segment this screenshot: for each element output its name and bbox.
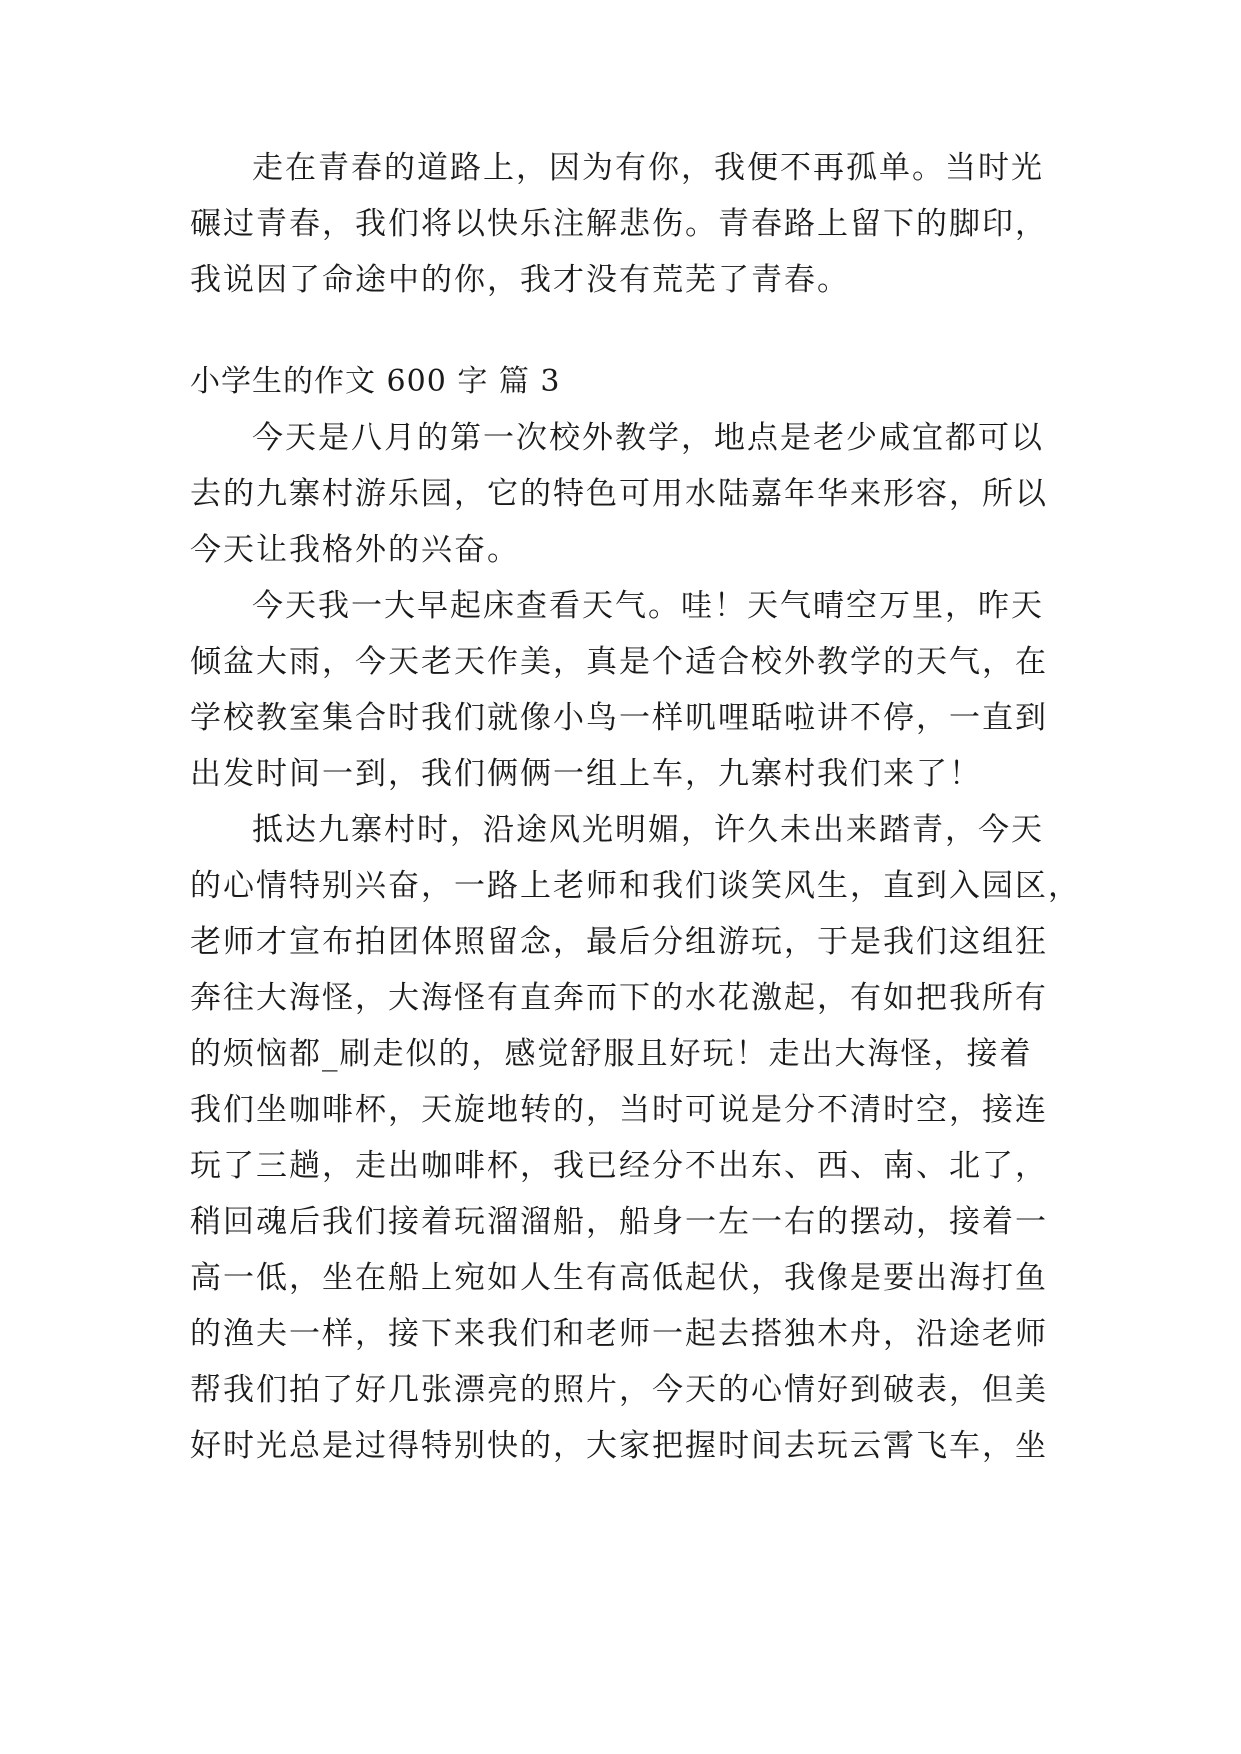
paragraph-3-line-1: 今天我一大早起床查看天气。哇！天气晴空万里，昨天 [252,588,1044,624]
paragraph-3-line-3: 学校教室集合时我们就像小鸟一样叽哩聒啦讲不停，一直到 [190,700,1048,736]
paragraph-4-line-6: 我们坐咖啡杯，天旋地转的，当时可说是分不清时空，接连 [190,1092,1048,1128]
paragraph-2-line-1: 今天是八月的第一次校外教学，地点是老少咸宜都可以 [252,420,1044,456]
paragraph-4-line-8: 稍回魂后我们接着玩溜溜船，船身一左一右的摆动，接着一 [190,1204,1048,1240]
paragraph-1-line-1: 走在青春的道路上，因为有你，我便不再孤单。当时光 [252,150,1044,186]
paragraph-3-line-2: 倾盆大雨，今天老天作美，真是个适合校外教学的天气，在 [190,644,1048,680]
paragraph-1-line-2: 碾过青春，我们将以快乐注解悲伤。青春路上留下的脚印， [190,206,1048,242]
paragraph-4-line-12: 好时光总是过得特别快的，大家把握时间去玩云霄飞车，坐 [190,1428,1048,1464]
paragraph-4-line-4: 奔往大海怪，大海怪有直奔而下的水花激起，有如把我所有 [190,980,1048,1016]
paragraph-2-line-3: 今天让我格外的兴奋。 [190,532,520,568]
paragraph-4-line-10: 的渔夫一样，接下来我们和老师一起去搭独木舟，沿途老师 [190,1316,1048,1352]
paragraph-2-line-2: 去的九寨村游乐园，它的特色可用水陆嘉年华来形容，所以 [190,476,1048,512]
paragraph-4-line-3: 老师才宣布拍团体照留念，最后分组游玩，于是我们这组狂 [190,924,1048,960]
paragraph-1-line-3: 我说因了命途中的你，我才没有荒芜了青春。 [190,262,850,298]
paragraph-4-line-11: 帮我们拍了好几张漂亮的照片，今天的心情好到破表，但美 [190,1372,1048,1408]
section-heading: 小学生的作文 600 字 篇 3 [190,364,561,399]
paragraph-4-line-9: 高一低，坐在船上宛如人生有高低起伏，我像是要出海打鱼 [190,1260,1048,1296]
paragraph-4-line-1: 抵达九寨村时，沿途风光明媚，许久未出来踏青，今天 [252,812,1044,848]
paragraph-4-line-5: 的烦恼都_刷走似的，感觉舒服且好玩！走出大海怪，接着 [190,1036,1033,1072]
paragraph-4-line-7: 玩了三趟，走出咖啡杯，我已经分不出东、西、南、北了， [190,1148,1048,1184]
paragraph-4-line-2: 的心情特别兴奋，一路上老师和我们谈笑风生，直到入园区， [190,868,1081,904]
paragraph-3-line-4: 出发时间一到，我们俩俩一组上车，九寨村我们来了！ [190,756,982,792]
